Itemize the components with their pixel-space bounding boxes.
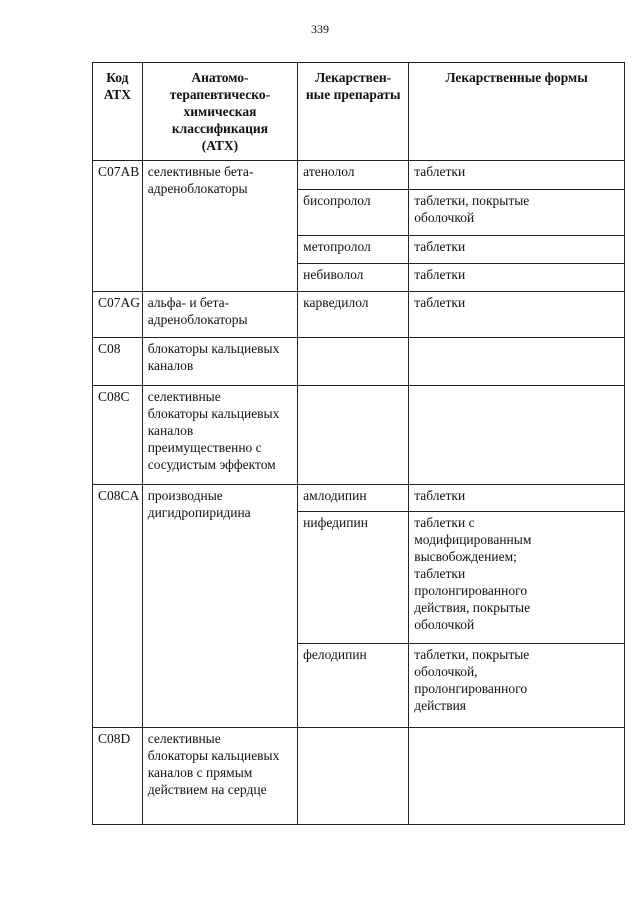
drug-form: таблетки (409, 485, 625, 512)
drug-name: фелодипин (298, 644, 409, 728)
drug-form-empty (409, 338, 625, 386)
drug-form: таблетки, покрытые оболочкой, пролонгированного действия (409, 644, 625, 728)
table-row (93, 292, 625, 338)
atx-code: C08 (93, 338, 143, 386)
drug-name: атенолол (298, 161, 409, 190)
header-code: Код АТХ (93, 63, 143, 161)
atx-classification: селективные блокаторы кальциевых каналов с прямым действием на сердце (142, 728, 297, 825)
drug-name: небиволол (298, 264, 409, 292)
header-forms: Лекарственные формы (409, 63, 625, 161)
drug-form: таблетки (409, 292, 625, 338)
table-row (93, 338, 625, 386)
drug-form: таблетки (409, 264, 625, 292)
atx-code: C07AB (93, 161, 143, 292)
table-row (93, 728, 625, 825)
atx-classification: производные дигидропиридина (142, 485, 297, 728)
table-header-row (93, 63, 625, 161)
atx-classification: селективные блокаторы кальциевых каналов преимущественно с сосудистым эффектом (142, 386, 297, 485)
drug-name-empty (298, 386, 409, 485)
table-row (93, 386, 625, 485)
atx-code: C07AG (93, 292, 143, 338)
atx-classification: селективные бета- адреноблокаторы (142, 161, 297, 292)
drug-name-empty (298, 338, 409, 386)
header-drugs: Лекарствен- ные препараты (298, 63, 409, 161)
drug-name: амлодипин (298, 485, 409, 512)
drug-form: таблетки, покрытые оболочкой (409, 190, 625, 236)
atx-classification: альфа- и бета- адреноблокаторы (142, 292, 297, 338)
header-classification: Анатомо- терапевтическо- химическая классификация (АТХ) (142, 63, 297, 161)
page-number: 339 (311, 22, 329, 36)
drug-form: таблетки (409, 161, 625, 190)
drug-form-empty (409, 386, 625, 485)
atx-classification: блокаторы кальциевых каналов (142, 338, 297, 386)
table-row (93, 161, 625, 190)
table-row (93, 485, 625, 512)
drug-name: метопролол (298, 236, 409, 264)
atx-code: C08D (93, 728, 143, 825)
drug-form-empty (409, 728, 625, 825)
atx-classification-table (92, 62, 625, 825)
drug-form: таблетки с модифицированным высвобождением; таблетки пролонгированного действия, покрытые оболочкой (409, 512, 625, 644)
atx-code: C08CA (93, 485, 143, 728)
drug-name: карведилол (298, 292, 409, 338)
drug-name: бисопролол (298, 190, 409, 236)
drug-name-empty (298, 728, 409, 825)
drug-form: таблетки (409, 236, 625, 264)
drug-name: нифедипин (298, 512, 409, 644)
atx-code: C08C (93, 386, 143, 485)
